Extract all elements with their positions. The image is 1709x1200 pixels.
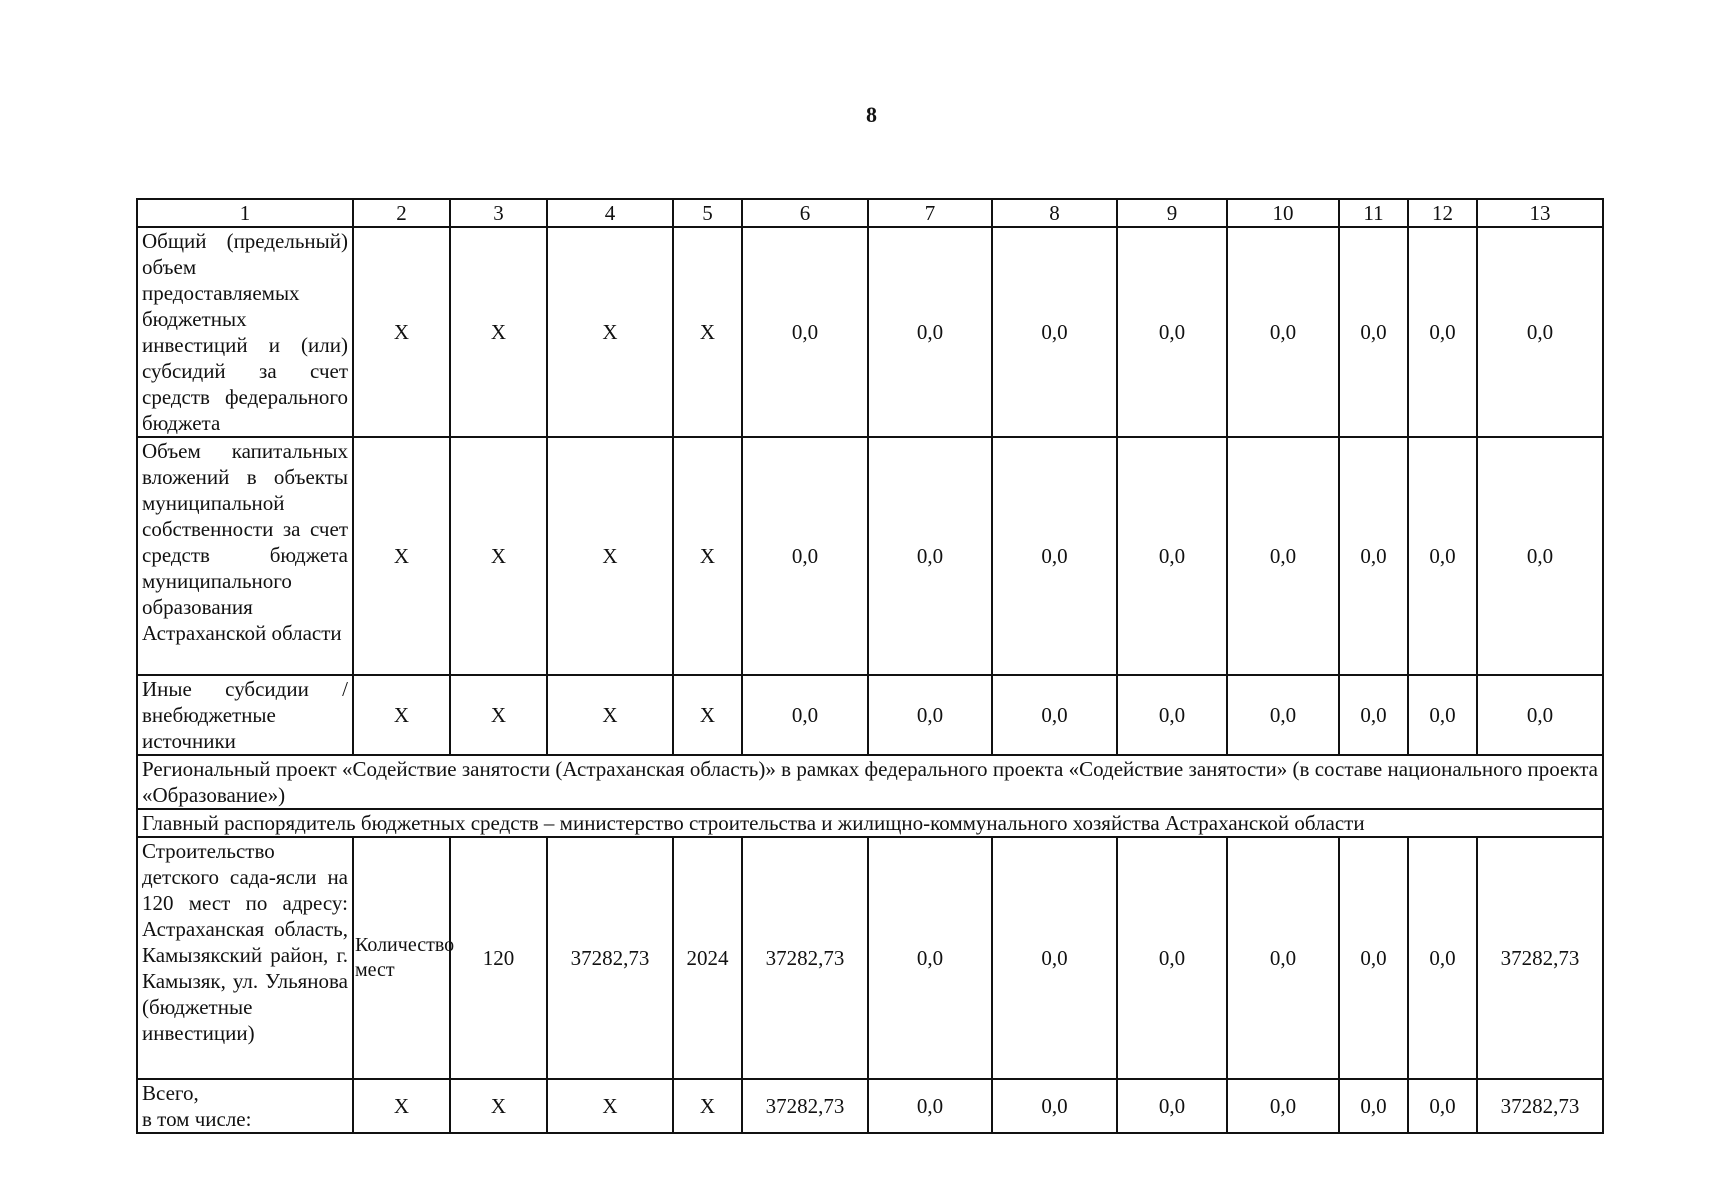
row-label: Иные субсидии / внебюджетные источники: [137, 675, 353, 755]
total-row: [137, 1079, 1603, 1133]
table-cell: 0,0: [868, 1079, 992, 1133]
table-cell: 0,0: [1408, 437, 1477, 675]
table-cell: X: [353, 675, 450, 755]
total-label: [137, 1079, 353, 1133]
table-cell: 0,0: [1227, 675, 1339, 755]
table-cell: X: [353, 437, 450, 675]
table-cell: X: [673, 675, 742, 755]
table-cell: 0,0: [1117, 1079, 1227, 1133]
table-cell: 0,0: [868, 437, 992, 675]
table-cell: 0,0: [1117, 675, 1227, 755]
budget-table: [136, 198, 1604, 1134]
table-cell: 0,0: [1227, 227, 1339, 437]
regional-project-row: [137, 755, 1603, 809]
table-cell: 0,0: [1227, 437, 1339, 675]
column-header: 8: [992, 199, 1117, 227]
row-label: Объем капитальных вложений в объекты муниципальной собственности за счет средств бюджета муниципального образования Астраханской области: [137, 437, 353, 675]
table-row: [137, 675, 1603, 755]
table-cell: 0,0: [742, 437, 868, 675]
column-header: 5: [673, 199, 742, 227]
object-row: [137, 837, 1603, 1079]
table-cell: 0,0: [868, 675, 992, 755]
table-cell: 0,0: [1408, 675, 1477, 755]
unit-cell: Количество мест: [353, 837, 450, 1079]
table-cell: X: [673, 227, 742, 437]
table-cell: 0,0: [1477, 437, 1603, 675]
column-header: 12: [1408, 199, 1477, 227]
table-cell: 0,0: [1117, 437, 1227, 675]
table-cell: 0,0: [1339, 1079, 1408, 1133]
table-cell: 0,0: [992, 1079, 1117, 1133]
main-manager-text: Главный распорядитель бюджетных средств – министерство строительства и жилищно-коммунального хозяйства Астраханской области: [137, 809, 1603, 837]
table-cell: 0,0: [868, 837, 992, 1079]
page-number: 8: [866, 102, 877, 127]
total-label-line1: Всего,: [142, 1081, 199, 1105]
table-cell: X: [547, 227, 673, 437]
table-cell: 37282,73: [742, 837, 868, 1079]
table-cell: 0,0: [1477, 227, 1603, 437]
table-cell: X: [450, 227, 547, 437]
table-cell: 37282,73: [1477, 1079, 1603, 1133]
table-cell: X: [353, 227, 450, 437]
table-cell: X: [450, 437, 547, 675]
table-cell: 0,0: [1408, 1079, 1477, 1133]
table-cell: 37282,73: [742, 1079, 868, 1133]
column-header: 11: [1339, 199, 1408, 227]
table-cell: 0,0: [1117, 837, 1227, 1079]
table-cell: 0,0: [992, 837, 1117, 1079]
table-row: [137, 437, 1603, 675]
table-cell: 120: [450, 837, 547, 1079]
table-cell: 0,0: [1477, 675, 1603, 755]
table-cell: 0,0: [1117, 227, 1227, 437]
table-cell: 2024: [673, 837, 742, 1079]
table-cell: 0,0: [1227, 837, 1339, 1079]
table-cell: 0,0: [992, 227, 1117, 437]
table-cell: 0,0: [1227, 1079, 1339, 1133]
table-cell: 0,0: [868, 227, 992, 437]
table-row: [137, 227, 1603, 437]
total-label-line2: в том числе:: [142, 1107, 252, 1131]
table-cell: X: [450, 675, 547, 755]
main-manager-row: [137, 809, 1603, 837]
table-cell: 0,0: [1408, 227, 1477, 437]
table-cell: X: [547, 1079, 673, 1133]
table-cell: 0,0: [1339, 227, 1408, 437]
column-header: 13: [1477, 199, 1603, 227]
column-header: 6: [742, 199, 868, 227]
table-cell: 0,0: [1408, 837, 1477, 1079]
column-header: 4: [547, 199, 673, 227]
table-cell: 37282,73: [547, 837, 673, 1079]
table-cell: 0,0: [1339, 837, 1408, 1079]
table-cell: X: [353, 1079, 450, 1133]
column-number-row: [137, 199, 1603, 227]
column-header: 9: [1117, 199, 1227, 227]
table-cell: 0,0: [992, 437, 1117, 675]
row-label: Общий (предельный) объем предоставляемых бюджетных инвестиций и (или) субсидий за счет средств федерального бюджета: [137, 227, 353, 437]
table-cell: 0,0: [1339, 675, 1408, 755]
column-header: 3: [450, 199, 547, 227]
column-header: 1: [137, 199, 353, 227]
table-cell: 0,0: [992, 675, 1117, 755]
table-cell: X: [547, 437, 673, 675]
table-cell: X: [547, 675, 673, 755]
table-cell: 0,0: [1339, 437, 1408, 675]
table-cell: 0,0: [742, 227, 868, 437]
column-header: 2: [353, 199, 450, 227]
table-cell: 0,0: [742, 675, 868, 755]
column-header: 10: [1227, 199, 1339, 227]
column-header: 7: [868, 199, 992, 227]
regional-project-text: Региональный проект «Содействие занятости (Астраханская область)» в рамках федерального проекта «Содействие занятости» (в составе национального проекта «Образование»): [137, 755, 1603, 809]
table-cell: X: [673, 1079, 742, 1133]
table-cell: X: [450, 1079, 547, 1133]
table-cell: 37282,73: [1477, 837, 1603, 1079]
object-label: Строительство детского сада-ясли на 120 мест по адресу: Астраханская область, Камызякский район, г. Камызяк, ул. Ульянова (бюджетные инвестиции): [137, 837, 353, 1079]
table-cell: X: [673, 437, 742, 675]
